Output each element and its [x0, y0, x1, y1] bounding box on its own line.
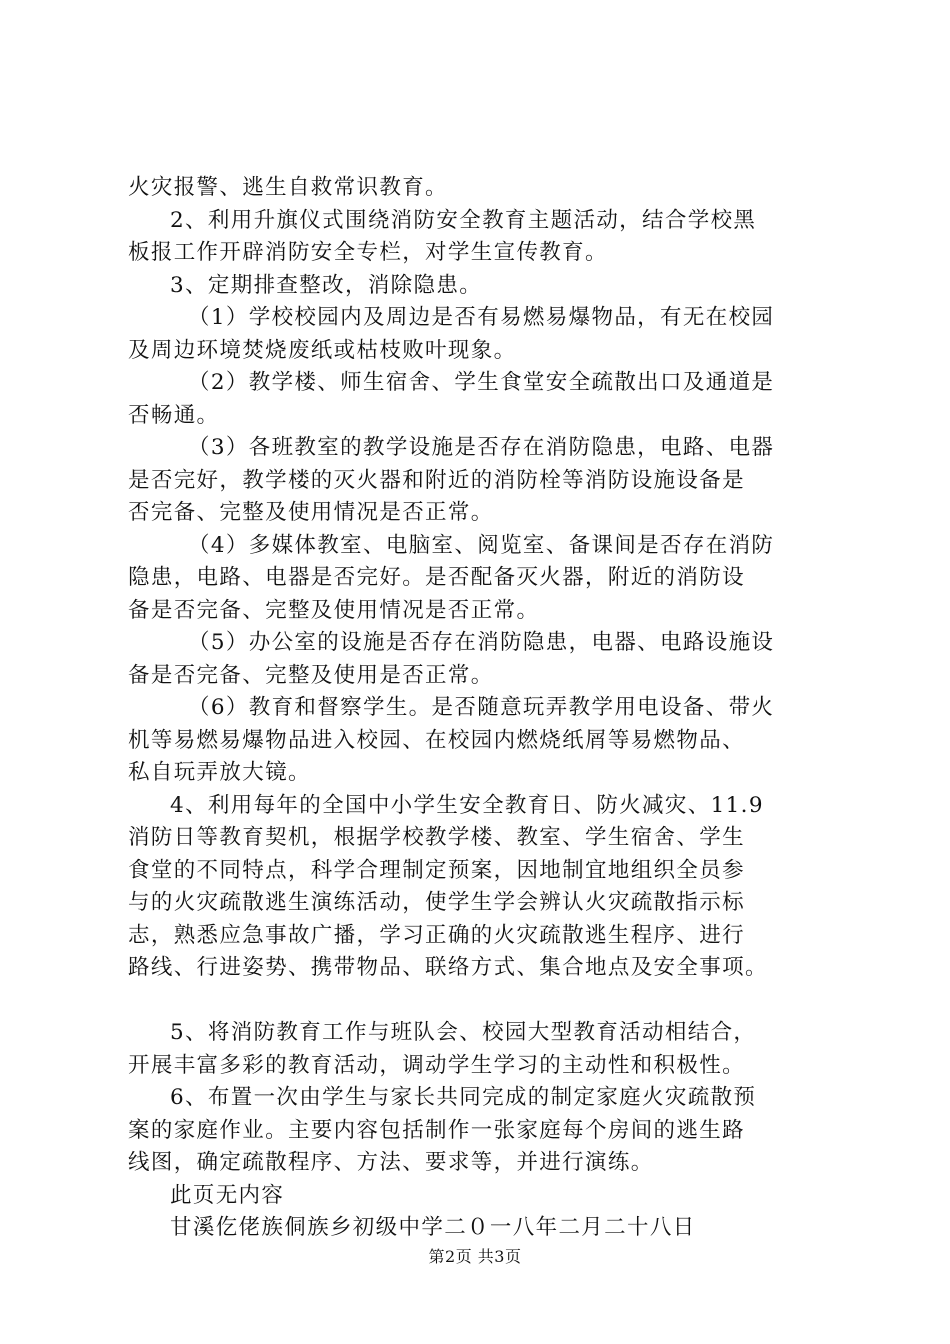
text-line: （5）办公室的设施是否存在消防隐患，电器、电路设施设: [188, 630, 775, 655]
text-line: 线图，确定疏散程序、方法、要求等，并进行演练。: [128, 1150, 654, 1175]
text-line: （6）教育和督察学生。是否随意玩弄教学用电设备、带火: [188, 695, 775, 720]
text-line: 消防日等教育契机，根据学校教学楼、教室、学生宿舍、学生: [128, 825, 745, 850]
signature-line: 甘溪仡佬族侗族乡初级中学二０一八年二月二十八日: [170, 1215, 696, 1240]
blank-line: [128, 985, 848, 1018]
page-footer: 第2页 共3页: [428, 1247, 522, 1266]
text-line: 志，熟悉应急事故广播，学习正确的火灾疏散逃生程序、进行: [128, 922, 745, 948]
text-line: 此页无内容: [170, 1182, 285, 1208]
text-line: 否完备、完整及使用情况是否正常。: [128, 500, 494, 525]
text-line: 否畅通。: [128, 402, 220, 428]
text-line: 案的家庭作业。主要内容包括制作一张家庭每个房间的逃生路: [128, 1117, 745, 1143]
text-line: （4）多媒体教室、电脑室、阅览室、备课间是否存在消防: [188, 532, 775, 558]
text-line: 5、将消防教育工作与班队会、校园大型教育活动相结合，: [170, 1020, 757, 1045]
text-line: 备是否完备、完整及使用情况是否正常。: [128, 597, 540, 623]
document-body: [128, 172, 848, 1245]
text-line: 2、利用升旗仪式围绕消防安全教育主题活动，结合学校黑: [170, 207, 757, 233]
text-line: 3、定期排查整改，消除隐患。: [170, 272, 483, 298]
text-line: 备是否完备、完整及使用是否正常。: [128, 662, 494, 688]
text-line: 机等易燃易爆物品进入校园、在校园内燃烧纸屑等易燃物品、: [128, 727, 745, 753]
text-line: （3）各班教室的教学设施是否存在消防隐患，电路、电器: [188, 435, 775, 460]
text-line: 隐患，电路、电器是否完好。是否配备灭火器，附近的消防设: [128, 565, 745, 590]
text-line: 6、布置一次由学生与家长共同完成的制定家庭火灾疏散预: [170, 1085, 757, 1110]
text-line: 开展丰富多彩的教育活动，调动学生学习的主动性和积极性。: [128, 1052, 745, 1078]
text-line: 4、利用每年的全国中小学生安全教育日、防火减灾、11.9: [170, 792, 764, 818]
text-line: 及周边环境焚烧废纸或枯枝败叶现象。: [128, 337, 517, 363]
text-line: 路线、行进姿势、携带物品、联络方式、集合地点及安全事项。: [128, 955, 768, 980]
text-line: （2）教学楼、师生宿舍、学生食堂安全疏散出口及通道是: [188, 370, 775, 395]
text-line: 私自玩弄放大镜。: [128, 760, 311, 785]
text-line: 与的火灾疏散逃生演练活动，使学生学会辨认火灾疏散指示标: [128, 890, 745, 915]
text-line: 食堂的不同特点，科学合理制定预案，因地制宜地组织全员参: [128, 857, 745, 883]
text-line: 火灾报警、逃生自救常识教育。: [128, 175, 448, 200]
text-line: 是否完好，教学楼的灭火器和附近的消防栓等消防设施设备是: [128, 467, 745, 493]
text-line: 板报工作开辟消防安全专栏，对学生宣传教育。: [128, 240, 608, 265]
text-line: （1）学校校园内及周边是否有易燃易爆物品，有无在校园: [188, 305, 775, 330]
